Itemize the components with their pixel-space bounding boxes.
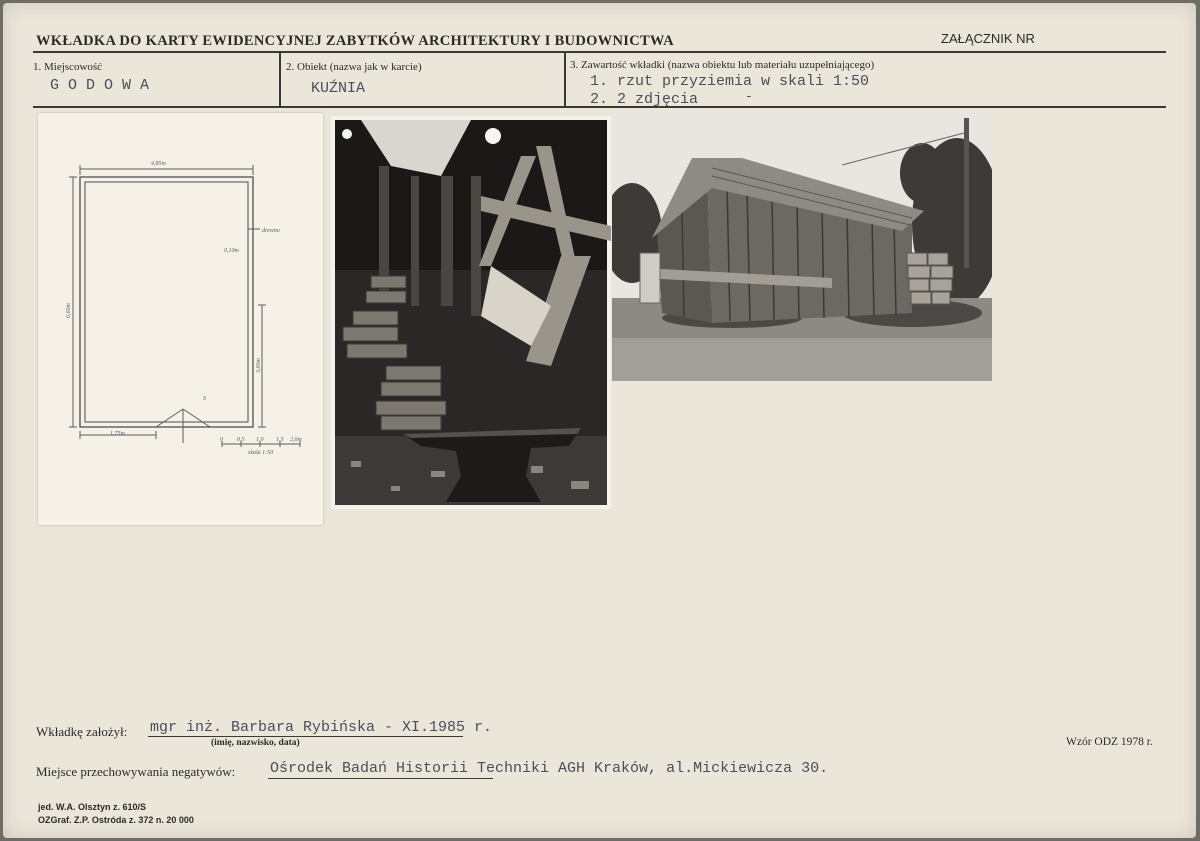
plan-scale-tick-0: 0 — [220, 437, 223, 443]
plan-door-mark: S — [203, 396, 206, 402]
field-divider-1 — [279, 53, 281, 107]
object-value: KUŹNIA — [311, 80, 366, 97]
plan-scale-tick-2: 1,0 — [256, 437, 264, 443]
locality-value: GODOWA — [50, 77, 159, 94]
object-label: 2. Obiekt (nazwa jak w karcie) — [286, 61, 422, 73]
negatives-label: Miejsce przechowywania negatywów: — [36, 764, 236, 779]
plan-scale-label: skala 1:50 — [248, 450, 274, 456]
floor-plan-drawing — [38, 113, 323, 525]
founder-hint: (imię, nazwisko, data) — [211, 738, 300, 748]
plan-wall-thickness: 0,10m — [224, 248, 239, 254]
contents-label: 3. Zawartość wkładki (nazwa obiektu lub materiału uzupełniającego) — [570, 59, 875, 71]
plan-scale-tick-4: 2,0m — [290, 437, 302, 443]
plan-scale-tick-3: 1,5 — [276, 437, 284, 443]
attachment-number-label: ZAŁĄCZNIK NR — [941, 31, 1035, 46]
plan-wall-note: drewno — [262, 228, 280, 234]
founder-label: Wkładkę założył: — [36, 724, 128, 739]
top-rule — [33, 51, 1166, 53]
plan-scale-tick-1: 0,5 — [237, 437, 245, 443]
document-title: WKŁADKA DO KARTY EWIDENCYJNEJ ZABYTKÓW ARCHITEKTURY I BUDOWNICTWA — [36, 33, 674, 49]
founder-underline — [148, 736, 463, 737]
field-divider-2 — [564, 53, 566, 107]
negatives-underline — [268, 778, 493, 779]
contents-dash: - — [745, 89, 753, 104]
contents-item-1: 1. rzut przyziemia w skali 1:50 — [590, 73, 870, 90]
plan-dim-left: 6,60m — [66, 303, 72, 318]
print-info-line-2: OZGraf. Z.P. Ostróda z. 372 n. 20 000 — [38, 815, 194, 825]
model-label: Wzór ODZ 1978 r. — [1066, 736, 1153, 748]
document-sheet — [3, 3, 1196, 838]
negatives-value: Ośrodek Badań Historii Techniki AGH Kraków, al.Mickiewicza 30. — [270, 760, 829, 777]
interior-photo — [331, 116, 611, 509]
exterior-photo — [612, 113, 992, 381]
founder-value: mgr inż. Barbara Rybińska - XI.1985 r. — [150, 719, 493, 736]
floor-plan-card — [38, 113, 323, 525]
plan-dim-bottom: 1,75m — [110, 431, 125, 437]
plan-dim-top: 4,85m — [151, 161, 166, 167]
plan-dim-right: 3,60m — [256, 358, 262, 373]
locality-label: 1. Miejscowość — [33, 61, 103, 73]
contents-item-2: 2. 2 zdjęcia — [590, 91, 699, 108]
print-info-line-1: jed. W.A. Olsztyn z. 610/S — [38, 802, 147, 812]
